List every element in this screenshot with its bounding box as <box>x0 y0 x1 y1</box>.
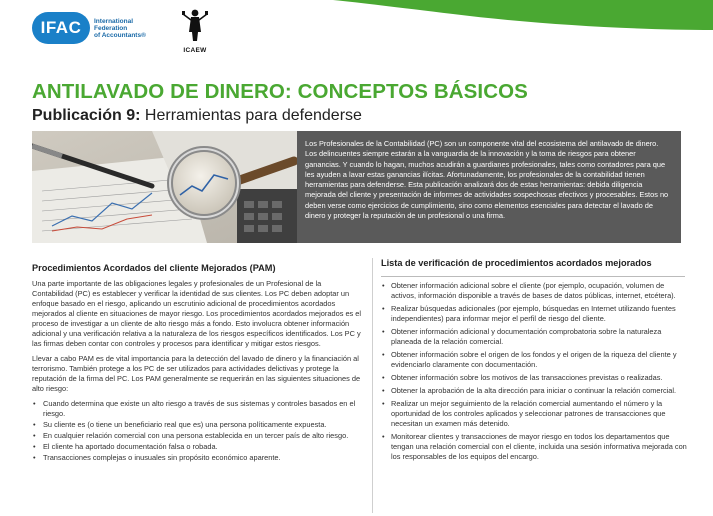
checklist-heading-rule <box>381 276 685 277</box>
column-divider <box>372 258 373 513</box>
icaew-logo <box>178 8 212 54</box>
ifac-logo <box>32 12 146 44</box>
list-item: • Obtener la aprobación de la alta dirección para iniciar o continuar la relación comercial. <box>381 386 687 396</box>
hero-image <box>32 131 297 243</box>
checklist-list <box>381 281 687 462</box>
list-item: • Realizar búsquedas adicionales (por ejemplo, búsquedas en Internet utilizando fuentes independientes) para informar mejor el perfil de riesgo del cliente. <box>381 304 687 324</box>
right-column <box>381 258 687 465</box>
left-column <box>32 258 362 464</box>
checklist-heading: Lista de verificación de procedimientos acordados mejorados <box>381 258 652 268</box>
icaew-figure-icon <box>181 8 209 42</box>
publication-number: Publicación 9: <box>32 107 141 124</box>
publication-topic: Herramientas para defenderse <box>144 107 362 124</box>
page-subtitle <box>32 107 362 125</box>
list-item: • Transacciones complejas o inusuales sin propósito económico aparente. <box>32 453 362 463</box>
list-item: • Cuando determina que existe un alto riesgo a través de sus sistemas y controles basados en el riesgo. <box>32 399 362 419</box>
list-item: • Obtener información sobre los motivos de las transacciones previstas o realizadas. <box>381 373 687 383</box>
icaew-logo-label: ICAEW <box>183 47 207 54</box>
pam-paragraph-2: Llevar a cabo PAM es de vital importancia para la detección del lavado de dinero y la financiación al terrorismo. También protege a los PC de ser utilizados para actividades delictivas y protege la reputación de la firma del PC. Los PAM generalmente se requerirán en las siguientes situaciones de alto riesgo: <box>32 354 361 393</box>
ifac-logo-subtext: International Federation of Accountants® <box>94 17 146 39</box>
page-title: ANTILAVADO DE DINERO: CONCEPTOS BÁSICOS <box>32 80 528 103</box>
list-item: • Obtener información adicional sobre el cliente (por ejemplo, ocupación, volumen de activos, información disponible a través de bases de datos públicas, internet, etcétera). <box>381 281 687 301</box>
ifac-logo-mark: IFAC <box>32 12 90 44</box>
list-item: • Su cliente es (o tiene un beneficiario real que es) una persona políticamente expuesta. <box>32 420 362 430</box>
list-item: • El cliente ha aportado documentación falsa o robada. <box>32 442 362 452</box>
pam-heading: Procedimientos Acordados del cliente Mejorados (PAM) <box>32 263 276 273</box>
pam-situations-list <box>32 399 362 463</box>
list-item: • Monitorear clientes y transacciones de mayor riesgo en todos los departamentos que tengan una relación comercial con el cliente, incluida una sesión informativa mejorada con los responsables de los equipos del encargo. <box>381 432 687 462</box>
list-item: • Realizar un mejor seguimiento de la relación comercial aumentando el número y la oportunidad de los controles aplicados y seleccionar patrones de transacciones que necesitan un examen más detenido. <box>381 399 687 429</box>
intro-text: Los Profesionales de la Contabilidad (PC) son un componente vital del ecosistema del antilavado de dinero. Los delincuentes siempre estarán a la vanguardia de la innovación y la toma de riesgos para obtener ganancias. Y cuando lo hagan, muchos acudirán a guardianes profesionales, tales como contadores para que les ayuden a lavar estas ganancias ilícitas. Afortunadamente, los profesionales de la contabilidad tienen herramientas para defenderse. Esta publicación analizará dos de estas herramientas: debida diligencia mejorada del cliente y presentación de informes de actividades sospechosas efectivos y procesables. Estos no deben verse como ejercicios de cumplimiento, sino como elementos esenciales para detectar el lavado de dinero y proteger la reputación de un profesional o una firma. <box>305 139 669 221</box>
list-item: • Obtener información sobre el origen de los fondos y el origen de la riqueza del cliente y evidenciarlo claramente con documentación. <box>381 350 687 370</box>
header-green-swoosh <box>333 0 713 30</box>
list-item: • En cualquier relación comercial con una persona establecida en un tercer país de alto riesgo. <box>32 431 362 441</box>
list-item: • Obtener información adicional y documentación comprobatoria sobre la naturaleza planeada de la relación comercial. <box>381 327 687 347</box>
intro-box <box>297 131 681 243</box>
pam-paragraph-1: Una parte importante de las obligaciones legales y profesionales de un Profesional de la Contabilidad (PC) es establecer y verificar la identidad de sus clientes. Los PC deben adoptar un enfoque basado en el riesgo, aplicando un escrutinio adicional de procedimientos acordados mejorados al cliente en situaciones de mayor riesgo. Los procedimientos acordados mejorados es el proceso de investigar a un cliente de alto riesgo más a fondo. Esto involucra obtener información adicional y una verificación relativa a la naturaleza de los riesgos específicos identificados. Los PC y las firmas deben contar con controles y procesos para identificar y mitigar estos riesgos. <box>32 279 362 348</box>
